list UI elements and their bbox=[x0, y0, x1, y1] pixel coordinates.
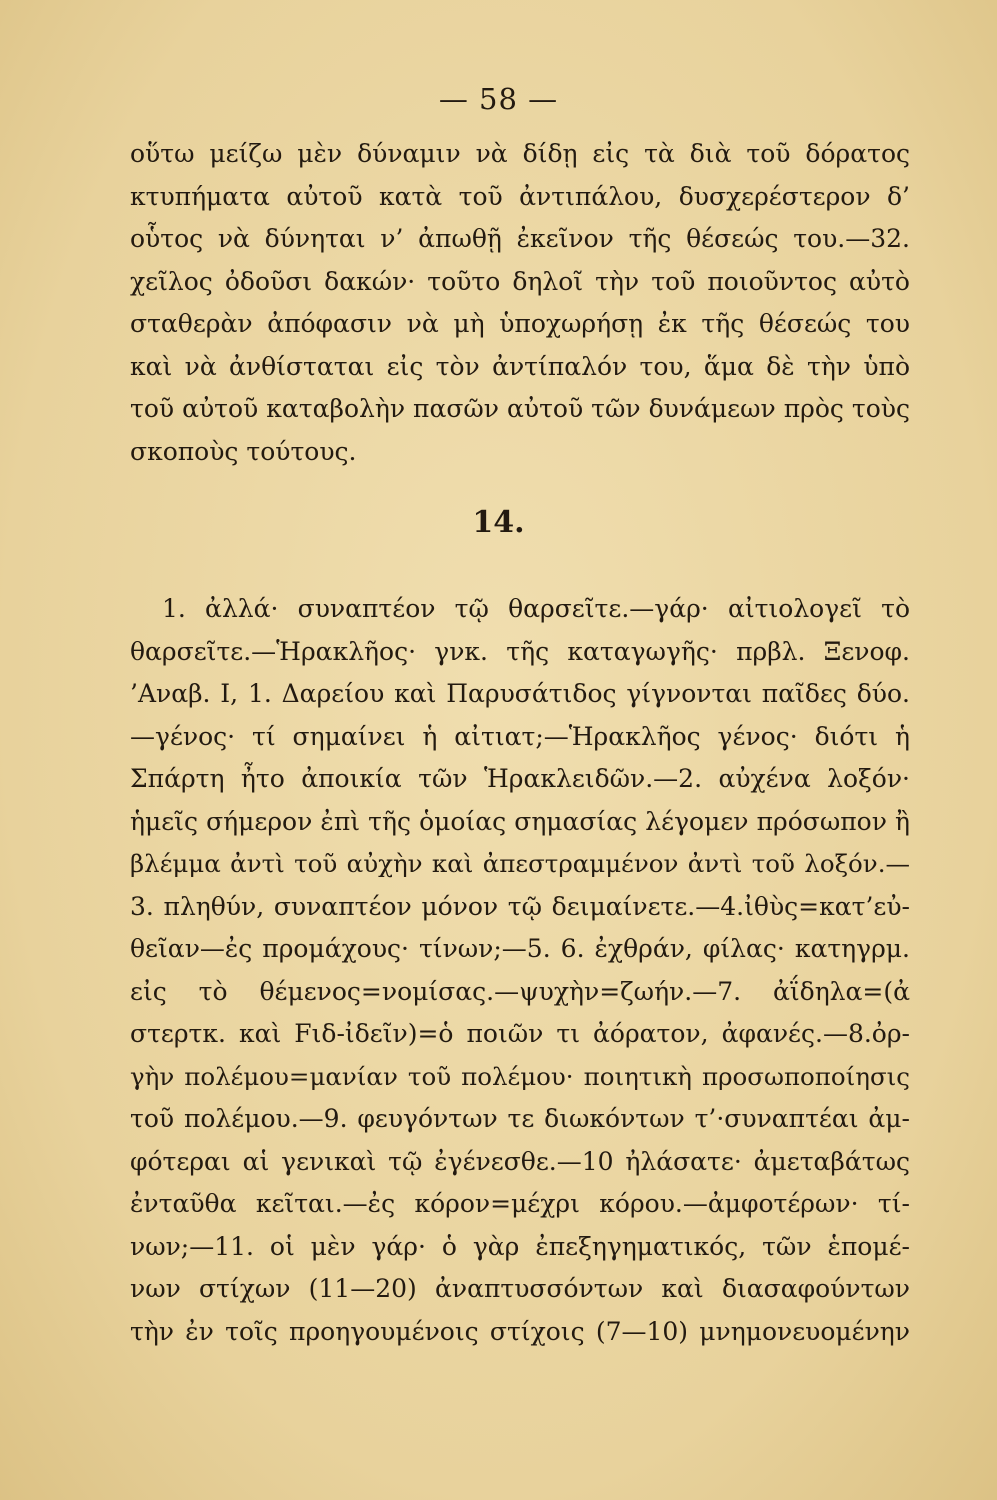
text-line: τοῦ πολέμου.—9. φευγόντων τε διωκόντων τ’·συναπτέαι ἀμ- bbox=[130, 1104, 910, 1133]
text-line: 1. ἀλλά· συναπτέον τῷ θαρσεῖτε.—γάρ· αἰτιολογεῖ τὸ bbox=[162, 594, 910, 623]
text-line: σταθερὰν ἀπόφασιν νὰ μὴ ὑποχωρήσῃ ἐκ τῆς θέσεώς του bbox=[130, 309, 910, 338]
text-line: εἰς τὸ θέμενος=νομίσας.—ψυχὴν=ζωήν.—7. ἀΐδηλα=(ἀ bbox=[130, 976, 910, 1006]
commentary-paragraph bbox=[130, 588, 910, 1353]
page-number: — 58 — bbox=[438, 82, 559, 116]
text-line: κτυπήματα αὐτοῦ κατὰ τοῦ ἀντιπάλου, δυσχερέστερον δ’ bbox=[130, 181, 910, 211]
text-line: φότεραι αἱ γενικαὶ τῷ ἐγένεσθε.—10 ἠλάσατε· ἀμεταβάτως bbox=[130, 1146, 910, 1176]
text-line: βλέμμα ἀντὶ τοῦ αὐχὴν καὶ ἀπεστραμμένον ἀντὶ τοῦ λοξόν.— bbox=[130, 849, 910, 878]
text-line: οὕτω μείζω μὲν δύναμιν νὰ δίδῃ εἰς τὰ διὰ τοῦ δόρατος bbox=[130, 139, 910, 168]
text-line: χεῖλος ὀδοῦσι δακών· τοῦτο δηλοῖ τὴν τοῦ ποιοῦντος αὐτὸ bbox=[130, 266, 910, 296]
text-line: νων στίχων (11—20) ἀναπτυσσόντων καὶ διασαφούντων bbox=[130, 1274, 910, 1303]
text-line: οὗτος νὰ δύνηται ν’ ἀπωθῇ ἐκεῖνον τῆς θέσεώς του.—32. bbox=[130, 224, 910, 253]
text-line: ἐνταῦθα κεῖται.—ἐς κόρον=μέχρι κόρου.—ἀμφοτέρων· τί- bbox=[130, 1189, 910, 1218]
text-line: θαρσεῖτε.—Ἡρακλῆος· γνκ. τῆς καταγωγῆς· πρβλ. Ξενοφ. bbox=[130, 636, 910, 666]
text-line: θεῖαν—ἐς προμάχους· τίνων;—5. 6. ἐχθράν, φίλας· κατηγρμ. bbox=[130, 934, 910, 963]
text-line: καὶ νὰ ἀνθίσταται εἰς τὸν ἀντίπαλόν του, ἅμα δὲ τὴν ὑπὸ bbox=[130, 351, 910, 381]
text-line: ’Αναβ. Ι, 1. Δαρείου καὶ Παρυσάτιδος γίγνονται παῖδες δύο. bbox=[130, 679, 910, 708]
text-line: —γένος· τί σημαίνει ἡ αἰτιατ;—Ἡρακλῆος γένος· διότι ἡ bbox=[130, 721, 910, 751]
text-line: νων;—11. οἱ μὲν γάρ· ὁ γὰρ ἐπεξηγηματικός, τῶν ἑπομέ- bbox=[130, 1231, 910, 1261]
text-line: στερτκ. καὶ Fιδ-ἰδεῖν)=ὁ ποιῶν τι ἀόρατον, ἀφανές.—8.ὀρ- bbox=[130, 1019, 910, 1048]
section-heading: 14. bbox=[472, 505, 525, 540]
text-line: 3. πληθύν, συναπτέον μόνον τῷ δειμαίνετε.—4.ἰθὺς=κατ’εὐ- bbox=[130, 891, 910, 921]
text-line: τὴν ἐν τοῖς προηγουμένοις στίχοις (7—10) μνημονευομένην bbox=[130, 1316, 910, 1346]
text-line: ἡμεῖς σήμερον ἐπὶ τῆς ὁμοίας σημασίας λέγομεν πρόσωπον ἢ bbox=[130, 806, 910, 836]
text-line: γὴν πολέμου=μανίαν τοῦ πολέμου· ποιητικὴ προσωποποίησις bbox=[130, 1061, 910, 1091]
text-line: Σπάρτη ἦτο ἀποικία τῶν Ἡρακλειδῶν.—2. αὐχένα λοξόν· bbox=[130, 764, 910, 793]
text-line: τοῦ αὐτοῦ καταβολὴν πασῶν αὐτοῦ τῶν δυνάμεων πρὸς τοὺς bbox=[130, 394, 910, 423]
paragraph-continued bbox=[130, 133, 910, 473]
text-line: σκοποὺς τούτους. bbox=[130, 436, 357, 466]
